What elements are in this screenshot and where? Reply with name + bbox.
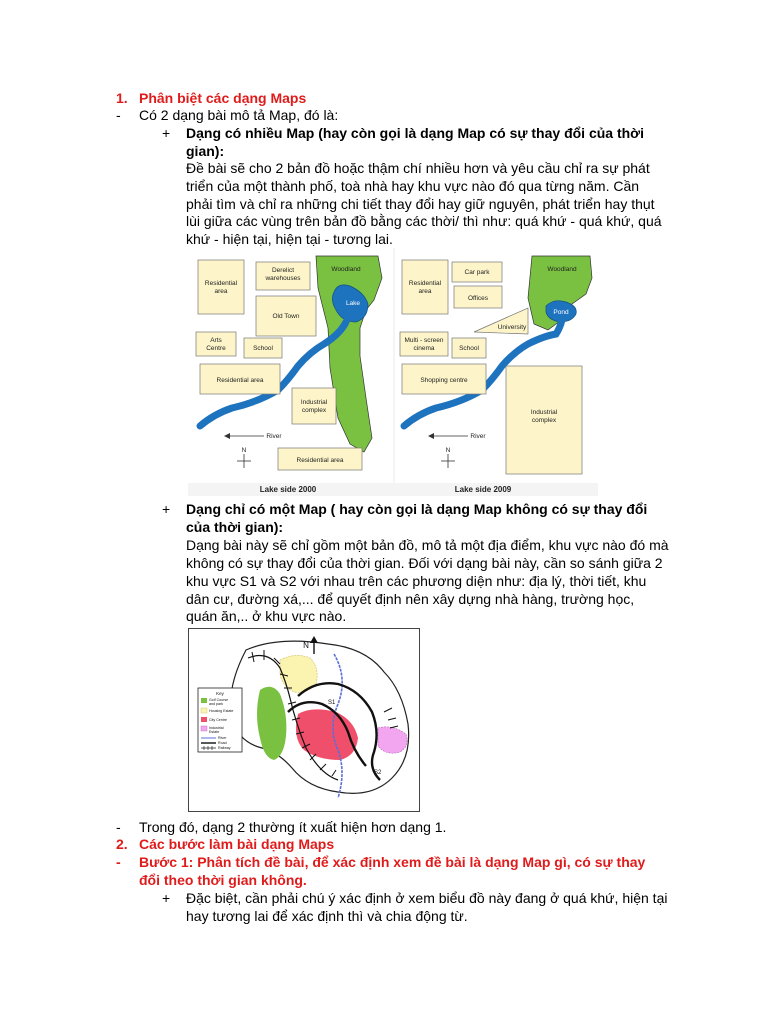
caption-2009: Lake side 2009 [454, 485, 512, 494]
label-industrial-b-2000: complex [301, 407, 327, 414]
label-derelict-a-2000: Derelict [271, 267, 295, 274]
type2-title-line1: Dạng chỉ có một Map ( hay còn gọi là dạng Map không có sự thay đổi [186, 501, 648, 517]
label-north-2000: N [241, 447, 247, 454]
type2-body-line1: Dạng bài này sẽ chỉ gồm một bản đồ, mô tả một địa điểm, khu vực nào đó mà [186, 537, 669, 553]
single-map-figure [188, 628, 420, 812]
key-golf-a: Golf Course [209, 698, 229, 702]
step1-line2: đổi theo thời gian không. [139, 872, 307, 888]
type1-title-line1: Dạng có nhiều Map (hay còn gọi là dạng Map có sự thay đổi của thời [186, 125, 645, 141]
intro-dash: - [116, 107, 121, 123]
section2-heading: Các bước làm bài dạng Maps [139, 836, 335, 852]
industrial-complex-2000 [292, 388, 336, 424]
label-derelict-b-2000: warehouses [265, 275, 301, 282]
key-river: River [218, 736, 227, 740]
label-residential-b-2009: area [418, 288, 432, 295]
section1-heading: Phân biệt các dạng Maps [139, 90, 307, 106]
arts-centre-2000 [196, 332, 236, 356]
label-arts-b-2000: Centre [206, 345, 226, 352]
label-school-2009: School [459, 345, 479, 352]
label-residential-a-2009: Residential [408, 280, 442, 287]
key-industrial-b: Estate [209, 730, 220, 734]
label-industrial-b-2009: complex [531, 417, 557, 424]
label-river-2000: River [266, 433, 282, 440]
step1-line1: Bước 1: Phân tích đề bài, để xác định xem đề bài là dạng Map gì, có sự thay [139, 854, 646, 870]
key-golf-b: and park [209, 702, 223, 706]
step1-dash: - [116, 854, 121, 870]
label-river-2009: River [470, 433, 486, 440]
label-pond-2009: Pond [553, 309, 569, 316]
label-residential-2-2000: Residential area [216, 377, 264, 384]
label-car-park-2009: Car park [464, 269, 490, 276]
type1-bullet: + [162, 125, 171, 141]
label-cinema-b-2009: cinema [413, 345, 435, 352]
intro-text: Có 2 dạng bài mô tả Map, đó là: [139, 107, 339, 123]
sub-line2: hay tương lai để xác định thì và chia động từ. [186, 908, 468, 924]
key-title: Key [216, 691, 224, 696]
label-residential-1b-2000: area [214, 288, 228, 295]
note-text: Trong đó, dạng 2 thường ít xuất hiện hơn dạng 1. [139, 819, 447, 835]
label-offices-2009: Offices [467, 295, 489, 302]
section1-number: 1. [116, 90, 128, 106]
type1-body-line4: lùi giữa các vùng trên bản đồ bằng các thời/ thì như: quá khứ - quá khứ, quá [186, 213, 662, 229]
single-s1-label: S1 [328, 700, 336, 706]
type2-title-line2: của thời gian): [186, 519, 284, 535]
lakeside-maps-figure [188, 248, 598, 496]
type2-bullet: + [162, 501, 171, 517]
type1-body-line5: khứ - hiện tại, hiện tại - tương lai. [186, 231, 393, 247]
cinema-2009 [400, 332, 448, 356]
type1-body-line2: triển của một thành phố, toà nhà hay khu vực nào đó qua từng năm. Cần [186, 178, 640, 194]
type2-body-line4: dân cư, đường xá,... để quyết định nên xây dựng nhà hàng, trường học, [186, 591, 635, 607]
type2-body-line3: khu vực S1 và S2 với nhau trên các phương diện như: địa lý, thời tiết, khu [186, 573, 647, 589]
label-woodland-2009: Woodland [547, 266, 577, 273]
label-residential-1a-2000: Residential [204, 280, 238, 287]
label-residential-3-2000: Residential area [296, 457, 344, 464]
map-2000 [188, 248, 393, 494]
residential-area-1-2000 [198, 260, 244, 314]
key-road: Road [218, 741, 227, 745]
label-industrial-a-2009: Industrial [530, 409, 558, 416]
label-woodland-2000: Woodland [331, 266, 361, 273]
map-2009 [395, 248, 598, 494]
residential-area-2009 [402, 260, 448, 314]
key-housing: Housing Estate [209, 709, 234, 713]
type1-body-line3: phải tìm và chỉ ra những chi tiết thay đổi hay giữ nguyên, phát triển hay thụt [186, 196, 655, 212]
label-industrial-a-2000: Industrial [300, 399, 328, 406]
label-north-2009: N [445, 447, 451, 454]
single-s2-label: S2 [374, 770, 382, 776]
section2-number: 2. [116, 836, 128, 852]
single-north-label: N [303, 641, 309, 650]
label-cinema-a-2009: Multi - screen [404, 337, 444, 344]
label-old-town-2000: Old Town [272, 313, 300, 320]
label-university-2009: University [497, 324, 527, 331]
key-industrial-a: Industrial [209, 726, 224, 730]
type2-body-line2: không có sự thay đổi của thời gian. Đối với dạng bài này, cần so sánh giữa 2 [186, 555, 663, 571]
note-dash: - [116, 819, 121, 835]
sub-line1: Đặc biệt, cần phải chú ý xác định ở xem biểu đồ này đang ở quá khứ, hiện tại [186, 890, 668, 906]
key-city: City Centre [209, 718, 227, 722]
sub-bullet: + [162, 890, 171, 906]
caption-2000: Lake side 2000 [259, 485, 317, 494]
label-arts-a-2000: Arts [210, 337, 222, 344]
label-shopping-2009: Shopping centre [420, 377, 468, 384]
type1-title-line2: gian): [186, 143, 225, 159]
type1-body-line1: Đề bài sẽ cho 2 bản đồ hoặc thậm chí nhiều hơn và yêu cầu chỉ ra sự phát [186, 160, 650, 176]
single-map-key [198, 688, 242, 752]
label-lake-2000: Lake [345, 300, 361, 307]
label-school-2000: School [253, 345, 273, 352]
type2-body-line5: quán ăn,.. ở khu vực nào. [186, 608, 347, 624]
key-railway: Railway [218, 746, 231, 750]
